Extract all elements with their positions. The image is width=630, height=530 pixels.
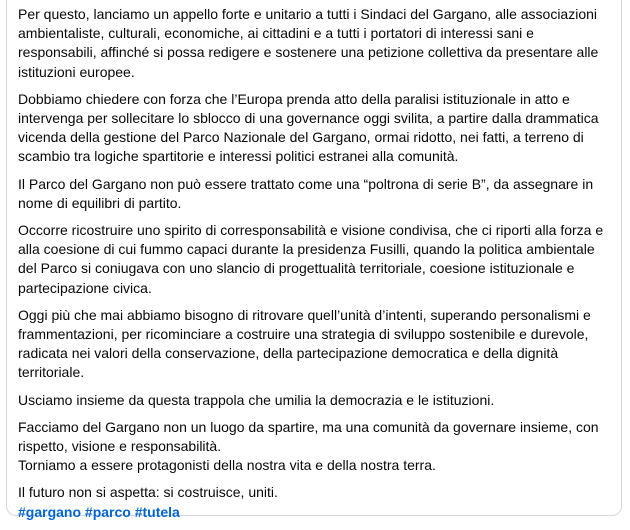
post-paragraph (18, 483, 614, 521)
post-paragraph (18, 391, 614, 410)
text-line: territoriale. (18, 364, 85, 381)
post-paragraph (18, 5, 614, 82)
text-line: Il futuro non si aspetta: si costruisce, uniti. (18, 484, 278, 501)
text-line: frammentazioni, per ricominciare a costruire una strategia di sviluppo sostenibile e durevole, (18, 326, 589, 343)
post-card (6, 0, 622, 520)
text-line: del Parco si coniugava con uno slancio di progettualità territoriale, coesione istituzionale e (18, 260, 575, 277)
text-line: vicenda della gestione del Parco Nazionale del Gargano, ormai ridotto, nei fatti, a terreno di (18, 129, 584, 146)
text-line: istituzioni europee. (18, 63, 135, 80)
text-line: partecipazione civica. (18, 279, 152, 296)
hashtag-link-gargano[interactable]: #gargano (18, 503, 82, 520)
post-paragraph (18, 90, 614, 167)
text-line: alla coesione di cui fummo capaci durante la presidenza Fusilli, quando la politica ambientale (18, 241, 595, 258)
text-line: Dobbiamo chiedere con forza che l’Europa prenda atto della paralisi istituzionale in atto e (18, 90, 570, 107)
hashtag-link-tutela[interactable]: #tutela (134, 503, 180, 520)
text-line: Il Parco del Gargano non può essere trattato come una “poltrona di serie B”, da assegnare in (18, 175, 594, 192)
text-line: intervenga per sollecitare lo sblocco di una governance oggi svilita, a partire dalla drammatica (18, 110, 599, 127)
text-line: Facciamo del Gargano non un luogo da spartire, ma una comunità da governare insieme, con (18, 418, 599, 435)
text-line: Oggi più che mai abbiamo bisogno di ritrovare quell’unità d’intenti, superando personalismi e (18, 306, 591, 323)
text-line: nome di equilibri di partito. (18, 194, 182, 211)
post-body (18, 5, 614, 530)
text-line: rispetto, visione e responsabilità. (18, 438, 222, 455)
post-paragraph (18, 418, 614, 476)
post-paragraph (18, 306, 614, 383)
text-line: radicata nei valori della conservazione, della partecipazione democratica e della dignità (18, 345, 559, 362)
hashtag-row (18, 503, 614, 522)
text-line: Per questo, lanciamo un appello forte e unitario a tutti i Sindaci del Gargano, alle associazioni (18, 6, 598, 22)
text-line: Torniamo a essere protagonisti della nostra vita e della nostra terra. (18, 457, 436, 474)
text-line: ambientaliste, culturali, economiche, ai cittadini e a tutti i portatori di interessi sani e (18, 25, 534, 42)
text-line: Usciamo insieme da questa trappola che umilia la democrazia e le istituzioni. (18, 391, 495, 408)
text-line: scambio tra logiche spartitorie e interessi politici estranei alla comunità. (18, 148, 459, 165)
text-line: Occorre ricostruire uno spirito di corresponsabilità e visione condivisa, che ci riporti alla forza e (18, 222, 604, 239)
hashtag-link-parco[interactable]: #parco (84, 503, 131, 520)
post-paragraph (18, 221, 614, 298)
text-line: responsabili, affinché si possa redigere e sostenere una petizione collettiva da presentare alle (18, 44, 599, 61)
post-paragraph (18, 175, 614, 213)
